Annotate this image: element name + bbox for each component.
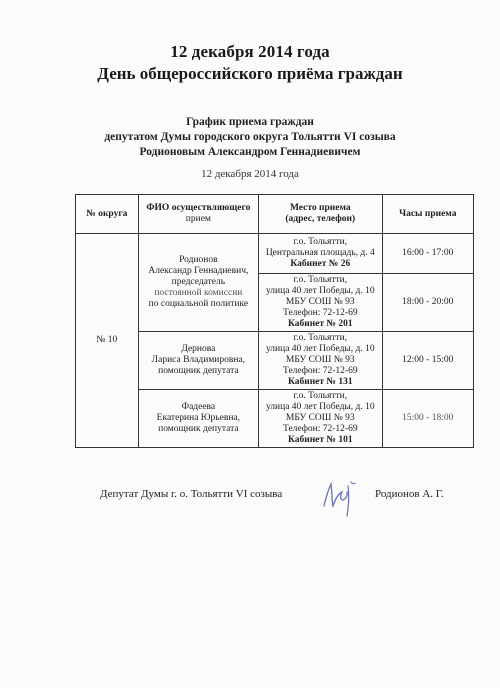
table-row — [76, 234, 474, 274]
person-line: Екатерина Юрьевна, — [156, 413, 241, 423]
person-line: Фадеева — [181, 402, 216, 412]
header-place-line1: Место приема — [289, 203, 351, 213]
header-name-line1: ФИО осуществляющего — [146, 203, 251, 213]
place-line: улица 40 лет Победы, д. 10 — [265, 402, 375, 412]
place-line: г.о. Тольятти, — [293, 237, 348, 247]
place-cell — [259, 274, 383, 332]
hours-cell: 12:00 - 15:00 — [382, 332, 473, 390]
schedule-date: 12 декабря 2014 года — [201, 168, 299, 180]
header-hours: Часы приема — [382, 195, 473, 234]
place-line: г.о. Тольятти, — [293, 391, 348, 401]
hours-cell: 16:00 - 17:00 — [382, 234, 473, 274]
document-date-title: 12 декабря 2014 года — [170, 42, 330, 61]
reception-schedule-table — [75, 194, 474, 448]
schedule-heading-name: Родионовым Александром Геннадиевичем — [139, 146, 361, 158]
place-line: улица 40 лет Победы, д. 10 — [265, 344, 375, 354]
header-district: № округа — [76, 195, 139, 234]
document-event-title: День общероссийского приёма граждан — [97, 64, 403, 83]
person-cell — [138, 332, 258, 390]
district-cell: № 10 — [76, 234, 139, 448]
place-cell — [259, 390, 383, 448]
person-line: Родионов — [179, 255, 218, 265]
person-line: председатель — [171, 277, 226, 287]
person-line: Александр Геннадиевич, — [148, 266, 249, 276]
schedule-heading-deputy: депутатом Думы городского округа Тольятти VI созыва — [104, 131, 396, 143]
table-header-row — [76, 195, 474, 234]
person-line: помощник депутата — [158, 366, 239, 376]
handwritten-signature — [318, 472, 364, 520]
hours-cell: 18:00 - 20:00 — [382, 274, 473, 332]
place-line: г.о. Тольятти, — [293, 333, 348, 343]
cabinet-label: Кабинет № 26 — [290, 259, 351, 269]
place-line: Телефон: 72-12-69 — [283, 366, 358, 376]
header-place-line2: (адрес, телефон) — [285, 214, 356, 224]
cabinet-label: Кабинет № 201 — [287, 319, 353, 329]
header-name — [138, 195, 258, 234]
place-line: Телефон: 72-12-69 — [283, 308, 358, 318]
person-line: Лариса Владимировна, — [151, 355, 246, 365]
cabinet-label: Кабинет № 131 — [287, 377, 353, 387]
cabinet-label: Кабинет № 101 — [287, 435, 353, 445]
place-cell — [259, 234, 383, 274]
person-cell — [138, 390, 258, 448]
place-line: МБУ СОШ № 93 — [285, 355, 355, 365]
place-line: улица 40 лет Победы, д. 10 — [265, 286, 375, 296]
person-line: Дернова — [181, 344, 216, 354]
place-line: г.о. Тольятти, — [293, 275, 348, 285]
person-line: по социальной политике — [148, 299, 249, 309]
hours-cell: 15:00 - 18:00 — [382, 390, 473, 448]
signer-title: Депутат Думы г. о. Тольятти VI созыва — [100, 488, 283, 500]
place-line: Телефон: 72-12-69 — [283, 424, 358, 434]
place-line: МБУ СОШ № 93 — [285, 413, 355, 423]
schedule-heading: График приема граждан — [186, 116, 314, 128]
place-line: МБУ СОШ № 93 — [285, 297, 355, 307]
person-cell — [138, 234, 258, 332]
person-line: постоянной комиссии — [154, 288, 243, 298]
place-cell — [259, 332, 383, 390]
person-line: помощник депутата — [158, 424, 239, 434]
signer-name: Родионов А. Г. — [375, 488, 444, 500]
header-name-line2: прием — [185, 214, 211, 224]
header-place — [259, 195, 383, 234]
place-line: Центральная площадь, д. 4 — [265, 248, 375, 258]
